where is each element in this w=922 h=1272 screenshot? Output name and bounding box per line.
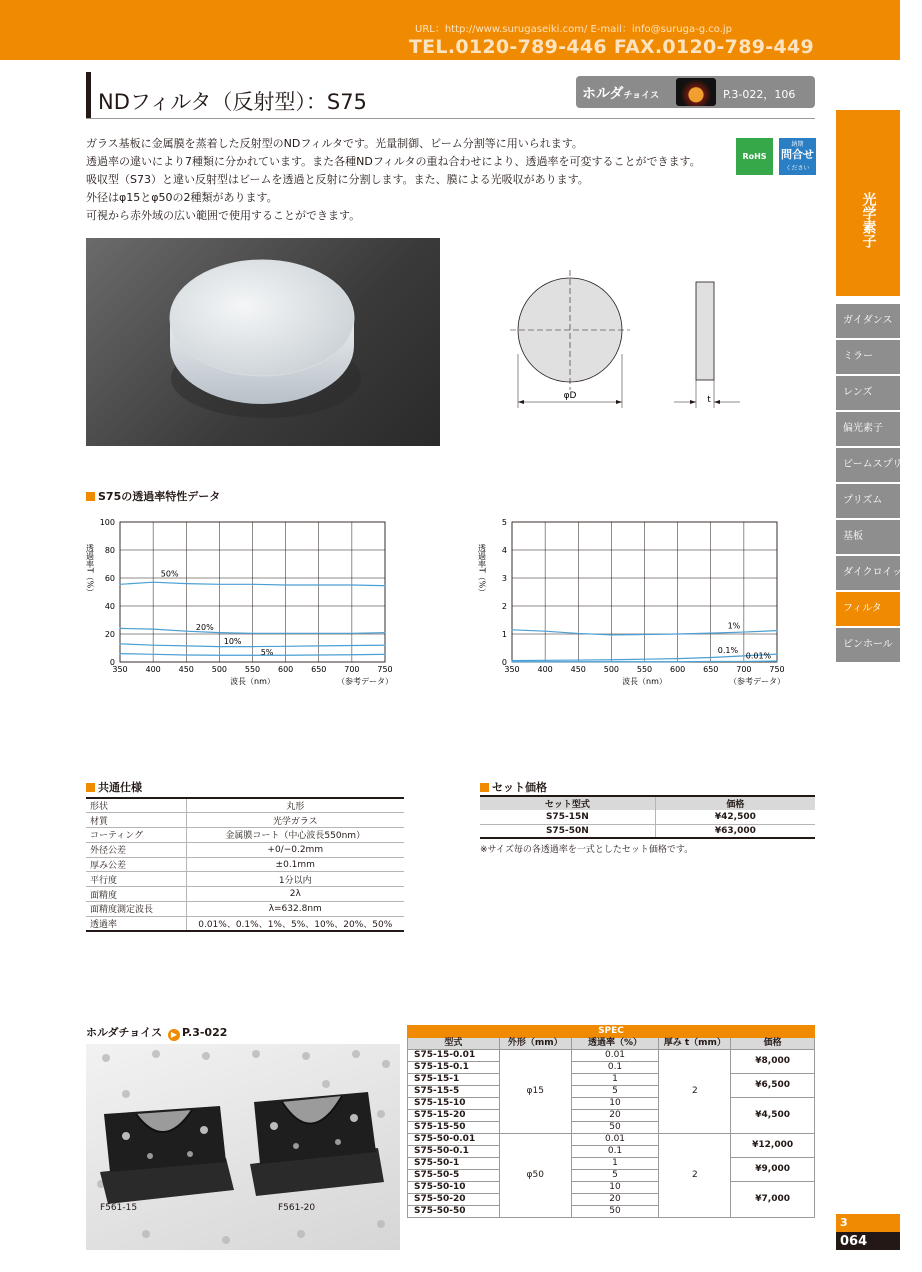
- sidebar-tab[interactable]: ビームスプリッタ: [836, 448, 900, 482]
- series-point: [285, 584, 286, 585]
- product-outer-dia: φ15: [499, 1050, 571, 1134]
- sidebar-tab[interactable]: レンズ: [836, 376, 900, 410]
- intro-line-2: 透過率の違いにより7種類に分かれています。また各種NDフィルタの重ね合わせにより、透過率を可変することができます。: [86, 155, 701, 168]
- set-col-model: セット型式: [480, 796, 655, 810]
- col-model: 型式: [408, 1038, 500, 1050]
- series-point: [252, 646, 253, 647]
- series-point: [578, 661, 579, 662]
- holder-choice-label: ホルダチョイス: [86, 1026, 163, 1039]
- sidebar-category-label: 光学素子: [860, 192, 877, 248]
- series-point: [219, 632, 220, 633]
- intro-line-3: 吸収型（S73）と違い反射型はビームを透過と反射に分割します。また、膜による光吸収があります。: [86, 173, 589, 186]
- rohs-badge: RoHS: [736, 138, 773, 175]
- series-point: [153, 629, 154, 630]
- series-point: [743, 655, 744, 656]
- holder-choice-badge-label: [582, 83, 659, 103]
- series-point: [545, 660, 546, 661]
- product-model: S75-50-0.01: [408, 1134, 500, 1146]
- product-model: S75-15-20: [408, 1110, 500, 1122]
- product-thickness: 2: [659, 1134, 731, 1218]
- product-price: ¥6,500: [731, 1074, 815, 1098]
- product-model: S75-15-50: [408, 1122, 500, 1134]
- series-point: [578, 633, 579, 634]
- product-transmittance: 1: [571, 1074, 659, 1086]
- product-transmittance: 50: [571, 1122, 659, 1134]
- y-tick-label: 3: [501, 574, 507, 583]
- sidebar-tab[interactable]: ガイダンス: [836, 304, 900, 338]
- spec-key: 形状: [86, 798, 186, 813]
- series-point: [677, 661, 678, 662]
- y-axis-label: 透過率T（%）: [85, 543, 95, 597]
- product-price: ¥4,500: [731, 1098, 815, 1134]
- x-tick-label: 450: [178, 665, 194, 674]
- transmittance-chart-low: [472, 514, 802, 694]
- x-tick-label: 350: [504, 665, 520, 674]
- y-tick-label: 5: [501, 518, 507, 527]
- product-price: ¥12,000: [731, 1134, 815, 1158]
- product-transmittance: 50: [571, 1206, 659, 1218]
- sidebar-tab[interactable]: ミラー: [836, 340, 900, 374]
- product-model: S75-15-10: [408, 1098, 500, 1110]
- product-row: [408, 1158, 815, 1170]
- series-point: [710, 657, 711, 658]
- set-model: S75-15N: [480, 810, 655, 824]
- x-tick-label: 700: [736, 665, 752, 674]
- series-point: [285, 633, 286, 634]
- x-tick-label: 400: [145, 665, 161, 674]
- series-point: [677, 658, 678, 659]
- spec-value: 2λ: [186, 887, 404, 902]
- series-point: [119, 643, 120, 644]
- reference-note: （参考データ）: [337, 677, 393, 686]
- y-tick-label: 2: [501, 602, 507, 611]
- product-transmittance: 20: [571, 1194, 659, 1206]
- y-axis-label: 透過率T（%）: [477, 543, 487, 597]
- series-point: [743, 631, 744, 632]
- series-point: [578, 659, 579, 660]
- spec-row: [86, 798, 404, 813]
- reference-note: （参考データ）: [729, 677, 785, 686]
- series-point: [153, 645, 154, 646]
- series-point: [743, 661, 744, 662]
- series-point: [153, 582, 154, 583]
- holder-badge-page-ref[interactable]: P.3-022，106: [723, 88, 796, 101]
- holder-choice-heading: [86, 1024, 227, 1041]
- spec-value: 金属膜コート（中心波長550nm）: [186, 828, 404, 843]
- x-tick-label: 500: [603, 665, 620, 674]
- series-point: [384, 654, 385, 655]
- series-point: [384, 585, 385, 586]
- x-tick-label: 750: [377, 665, 393, 674]
- title-accent-bar: [86, 72, 91, 118]
- holder-caption-2: F561-20: [278, 1203, 316, 1213]
- spec-value: λ=632.8nm: [186, 902, 404, 917]
- sidebar-tab[interactable]: 基板: [836, 520, 900, 554]
- spec-row: [86, 872, 404, 887]
- spec-row: [86, 916, 404, 931]
- spec-value: 光学ガラス: [186, 813, 404, 828]
- spec-row: [86, 902, 404, 917]
- series-point: [285, 655, 286, 656]
- series-point: [384, 645, 385, 646]
- y-tick-label: 4: [501, 546, 507, 555]
- section-marker: [86, 783, 95, 792]
- series-point: [776, 630, 777, 631]
- contact-tel-line: TEL.0120-789-446 FAX.0120-789-449: [408, 36, 814, 58]
- product-transmittance: 5: [571, 1086, 659, 1098]
- series-point: [545, 631, 546, 632]
- sidebar-tab[interactable]: 偏光素子: [836, 412, 900, 446]
- y-tick-label: 0: [109, 658, 115, 667]
- spec-value: +0/−0.2mm: [186, 842, 404, 857]
- spec-row: [86, 857, 404, 872]
- spec-value: 0.01%、0.1%、1%、5%、10%、20%、50%: [186, 916, 404, 931]
- series-point: [776, 654, 777, 655]
- set-col-price: 価格: [655, 796, 815, 810]
- series-point: [384, 632, 385, 633]
- series-point: [186, 654, 187, 655]
- series-point: [677, 633, 678, 634]
- series-point: [252, 633, 253, 634]
- intro-line-5: 可視から赤外域の広い範囲で使用することができます。: [86, 209, 361, 222]
- inquiry-badge-bottom: ください: [785, 165, 810, 172]
- series-point: [611, 661, 612, 662]
- spec-key: 外径公差: [86, 842, 186, 857]
- sidebar-tab[interactable]: ダイクロイック: [836, 556, 900, 590]
- spec-value: 1分以内: [186, 872, 404, 887]
- product-model: S75-50-50: [408, 1206, 500, 1218]
- spec-key: 透過率: [86, 916, 186, 931]
- series-point: [710, 633, 711, 634]
- spec-key: 面精度測定波長: [86, 902, 186, 917]
- y-tick-label: 100: [99, 518, 115, 527]
- common-spec-table: [86, 797, 404, 932]
- product-model: S75-15-0.1: [408, 1062, 500, 1074]
- x-tick-label: 500: [211, 665, 228, 674]
- product-transmittance: 0.1: [571, 1146, 659, 1158]
- product-photo: [86, 238, 440, 446]
- spec-value: ±0.1mm: [186, 857, 404, 872]
- x-tick-label: 650: [703, 665, 719, 674]
- set-price-table: [480, 795, 815, 839]
- x-tick-label: 600: [669, 665, 686, 674]
- holder-f561-20: [250, 1092, 384, 1196]
- product-price: ¥9,000: [731, 1158, 815, 1182]
- holder-badge-label-main: ホルダ: [582, 86, 624, 102]
- product-transmittance: 5: [571, 1170, 659, 1182]
- series-point: [511, 629, 512, 630]
- nd-filter-disc-illustration: [86, 238, 440, 446]
- inquiry-badge: [779, 138, 816, 175]
- series-point: [318, 645, 319, 646]
- col-price: 価格: [731, 1038, 815, 1050]
- series-point: [511, 661, 512, 662]
- product-thickness: 2: [659, 1050, 731, 1134]
- inquiry-badge-top: 納期: [791, 141, 804, 148]
- set-price: ¥63,000: [655, 824, 815, 838]
- product-model: S75-15-5: [408, 1086, 500, 1098]
- section-marker: [86, 492, 95, 501]
- spec-value: 丸形: [186, 798, 404, 813]
- spec-key: 材質: [86, 813, 186, 828]
- x-tick-label: 350: [112, 665, 128, 674]
- y-tick-label: 1: [501, 630, 507, 639]
- series-point: [611, 634, 612, 635]
- col-thickness: 厚み t（mm）: [659, 1038, 731, 1050]
- series-point: [644, 659, 645, 660]
- series-point: [219, 584, 220, 585]
- chart-section-title: S75の透過率特性データ: [98, 490, 221, 503]
- series-point: [611, 659, 612, 660]
- page-title: NDフィルタ（反射型）：S75: [98, 90, 367, 114]
- series-point: [119, 584, 120, 585]
- series-annotation: 50%: [160, 569, 179, 579]
- y-tick-label: 60: [104, 574, 115, 583]
- series-point: [776, 661, 777, 662]
- transmittance-chart-high: [80, 514, 410, 694]
- x-tick-label: 550: [244, 665, 261, 674]
- y-tick-label: 80: [104, 546, 115, 555]
- spec-row: [86, 828, 404, 843]
- spec-row: [86, 813, 404, 828]
- holder-choice-page-ref[interactable]: P.3-022: [181, 1026, 228, 1039]
- holder-illustration: [86, 1044, 400, 1250]
- arrow-right-icon: ▶: [168, 1029, 180, 1041]
- holder-thumbnail-image: [676, 78, 716, 106]
- product-spec-table: [407, 1025, 815, 1218]
- sidebar-tab[interactable]: ピンホール: [836, 628, 900, 662]
- inquiry-badge-main: 問合せ: [781, 148, 814, 161]
- set-price-title: セット価格: [492, 781, 547, 794]
- disc-side-view: [696, 282, 714, 380]
- series-point: [318, 633, 319, 634]
- chapter-number: 3: [840, 1216, 848, 1229]
- series-point: [119, 628, 120, 629]
- series-point: [318, 654, 319, 655]
- common-spec-heading: [86, 779, 142, 795]
- series-point: [710, 661, 711, 662]
- product-model: S75-15-0.01: [408, 1050, 500, 1062]
- thickness-label: t: [707, 395, 711, 405]
- common-spec-title: 共通仕様: [98, 781, 142, 794]
- product-row: [408, 1134, 815, 1146]
- series-point: [545, 661, 546, 662]
- set-price-row: [480, 824, 815, 838]
- chart-section-heading: [86, 488, 220, 504]
- y-tick-label: 40: [104, 602, 115, 611]
- series-point: [511, 660, 512, 661]
- x-tick-label: 400: [537, 665, 553, 674]
- sidebar-tab[interactable]: フィルタ: [836, 592, 900, 626]
- series-annotation: 10%: [223, 636, 242, 646]
- series-point: [186, 645, 187, 646]
- product-row: [408, 1098, 815, 1110]
- series-annotation: 1%: [727, 621, 741, 631]
- spec-key: 面精度: [86, 887, 186, 902]
- product-transmittance: 20: [571, 1110, 659, 1122]
- section-marker: [480, 783, 489, 792]
- product-model: S75-15-1: [408, 1074, 500, 1086]
- x-axis-label: 波長（nm）: [230, 677, 275, 686]
- series-point: [351, 654, 352, 655]
- series-point: [644, 634, 645, 635]
- product-row: [408, 1074, 815, 1086]
- sidebar-tab[interactable]: プリズム: [836, 484, 900, 518]
- product-model: S75-50-0.1: [408, 1146, 500, 1158]
- holder-badge-label-sub: チョイス: [623, 91, 660, 101]
- series-point: [219, 655, 220, 656]
- holder-photo: [86, 1044, 400, 1250]
- x-tick-label: 650: [311, 665, 327, 674]
- x-tick-label: 700: [344, 665, 360, 674]
- series-point: [119, 653, 120, 654]
- product-price: ¥8,000: [731, 1050, 815, 1074]
- product-model: S75-50-1: [408, 1158, 500, 1170]
- x-axis-label: 波長（nm）: [622, 677, 667, 686]
- col-outer-dia: 外形（mm）: [499, 1038, 571, 1050]
- series-point: [318, 584, 319, 585]
- series-point: [186, 631, 187, 632]
- product-outer-dia: φ50: [499, 1134, 571, 1218]
- intro-line-4: 外径はφ15とφ50の2種類があります。: [86, 191, 278, 204]
- set-price: ¥42,500: [655, 810, 815, 824]
- product-row: [408, 1050, 815, 1062]
- product-transmittance: 1: [571, 1158, 659, 1170]
- series-annotation: 5%: [260, 648, 274, 657]
- product-price: ¥7,000: [731, 1182, 815, 1218]
- x-tick-label: 750: [769, 665, 785, 674]
- set-price-heading: [480, 779, 547, 795]
- product-transmittance: 0.01: [571, 1134, 659, 1146]
- product-transmittance: 0.01: [571, 1050, 659, 1062]
- title-rule: [86, 118, 815, 119]
- product-model: S75-50-20: [408, 1194, 500, 1206]
- y-tick-label: 0: [501, 658, 507, 667]
- series-point: [186, 583, 187, 584]
- dimension-drawing: [490, 258, 770, 418]
- contact-url-line[interactable]: URL：http://www.surugaseiki.com/ E-mail：info@suruga-g.co.jp: [415, 24, 732, 35]
- page-number: 064: [840, 1234, 868, 1249]
- spec-key: コーティング: [86, 828, 186, 843]
- set-price-row: [480, 810, 815, 824]
- y-tick-label: 20: [104, 630, 115, 639]
- series-point: [351, 584, 352, 585]
- product-model: S75-50-5: [408, 1170, 500, 1182]
- spec-row: [86, 842, 404, 857]
- series-annotation: 0.01%: [745, 651, 772, 661]
- series-point: [219, 646, 220, 647]
- spec-key: 平行度: [86, 872, 186, 887]
- col-transmittance: 透過率（%）: [571, 1038, 659, 1050]
- series-point: [153, 654, 154, 655]
- series-annotation: 20%: [195, 622, 214, 632]
- intro-line-1: ガラス基板に金属膜を蒸着した反射型のNDフィルタです。光量制御、ビーム分割等に用いられます。: [86, 137, 583, 150]
- product-transmittance: 10: [571, 1182, 659, 1194]
- series-point: [644, 661, 645, 662]
- product-transmittance: 10: [571, 1098, 659, 1110]
- diameter-label: φD: [563, 391, 577, 401]
- series-point: [285, 646, 286, 647]
- holder-f561-15: [100, 1106, 234, 1204]
- x-tick-label: 450: [570, 665, 586, 674]
- product-model: S75-50-10: [408, 1182, 500, 1194]
- x-tick-label: 550: [636, 665, 653, 674]
- x-tick-label: 600: [277, 665, 294, 674]
- product-row: [408, 1182, 815, 1194]
- series-annotation: 0.1%: [717, 645, 739, 655]
- series-point: [351, 645, 352, 646]
- holder-caption-1: F561-15: [100, 1203, 138, 1213]
- series-point: [252, 584, 253, 585]
- set-model: S75-50N: [480, 824, 655, 838]
- series-point: [252, 655, 253, 656]
- series-point: [351, 633, 352, 634]
- product-transmittance: 0.1: [571, 1062, 659, 1074]
- spec-row: [86, 887, 404, 902]
- set-price-note: ※サイズ毎の各透過率を一式としたセット価格です。: [480, 845, 694, 855]
- spec-key: 厚み公差: [86, 857, 186, 872]
- spec-header: SPEC: [408, 1026, 815, 1038]
